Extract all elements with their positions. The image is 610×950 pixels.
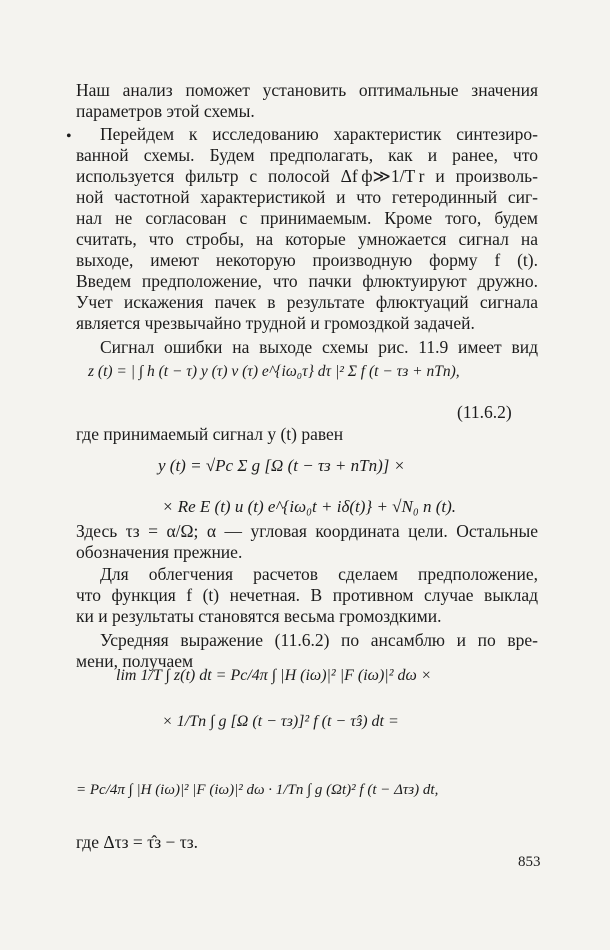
text-line: считать, что стробы, на которые умножается сигнал на (76, 229, 538, 249)
text-line: обозначения прежние. (76, 542, 243, 562)
text-line: Здесь τз = α/Ω; α — угловая координата цели. Остальные (76, 521, 538, 541)
text-line: Учет искажения пачек в результате флюктуаций сигнала (76, 292, 538, 312)
equation-average-line3 (76, 778, 438, 799)
stray-mark: • (66, 128, 72, 145)
text-line: Введем предположение, что пачки флюктуируют дружно. (76, 271, 538, 291)
text-line: является чрезвычайно трудной и громоздкой задачей. (76, 313, 475, 333)
equation-text: × 1/Tп ∫ g [Ω (t − τз)]² f (t − τ̂з) dt = (162, 713, 399, 730)
text-line: ки и результаты становятся весьма громоздкими. (76, 606, 442, 626)
equation-average-line1 (116, 664, 432, 685)
equation-received-signal-continued (162, 496, 456, 517)
text-line: Для облегчения расчетов сделаем предположение, (100, 564, 538, 584)
equation-average-line2 (162, 710, 399, 731)
equation-received-signal (158, 455, 405, 476)
text-line: Сигнал ошибки на выходе схемы рис. 11.9 имеет вид (100, 337, 538, 357)
text-line: что функция f (t) нечетная. В противном случае выклад (76, 585, 538, 605)
text-line: параметров этой схемы. (76, 101, 255, 121)
page-number: 853 (518, 854, 541, 870)
equation-text: = Pc/4π ∫ |H (iω)|² |F (iω)|² dω · 1/Tп ∫ g (Ωt)² f (t − Δτз) dt, (76, 782, 439, 798)
text-line: Наш анализ поможет установить оптимальные значения (76, 80, 538, 100)
text-line: используется фильтр с полосой Δf ф≫1/T r и произволь- (76, 166, 538, 186)
text-line: ванной схемы. Будем предполагать, как и ранее, что (76, 145, 538, 165)
equation-text: × Re E (t) u (t) e^{iω₀t + iδ(t)} + √N₀ n (t). (162, 497, 457, 516)
text-line: ной частотной характеристикой и что гетеродинный сиг- (76, 187, 538, 207)
text-line: нал не согласован с принимаемым. Кроме того, будем (76, 208, 538, 228)
text-line: мени, получаем (76, 651, 194, 671)
text-line: где принимаемый сигнал y (t) равен (76, 424, 344, 444)
text-line: выходе, имеют некоторую производную форму f (t). (76, 250, 538, 270)
equation-text: z (t) = | ∫ h (t − τ) y (τ) v (τ) e^{iω₀τ} dτ |² Σ f (t − τз + nTп), (88, 363, 460, 380)
text-line: Перейдем к исследованию характеристик синтезиро- (100, 124, 538, 144)
equation-text: y (t) = √Pc Σ g [Ω (t − τз + nTп)] × (158, 456, 406, 475)
text-line: Усредняя выражение (11.6.2) по ансамблю и по вре- (100, 630, 538, 650)
equation-text: lim 1/T ∫ z(t) dt = Pc/4π ∫ |H (iω)|² |F (iω)|² dω × (116, 667, 432, 684)
equation-number: (11.6.2) (457, 402, 512, 422)
equation-error-signal (88, 345, 538, 405)
equation-delta-tau: где Δτз = τ̂з − τз. (76, 832, 199, 852)
